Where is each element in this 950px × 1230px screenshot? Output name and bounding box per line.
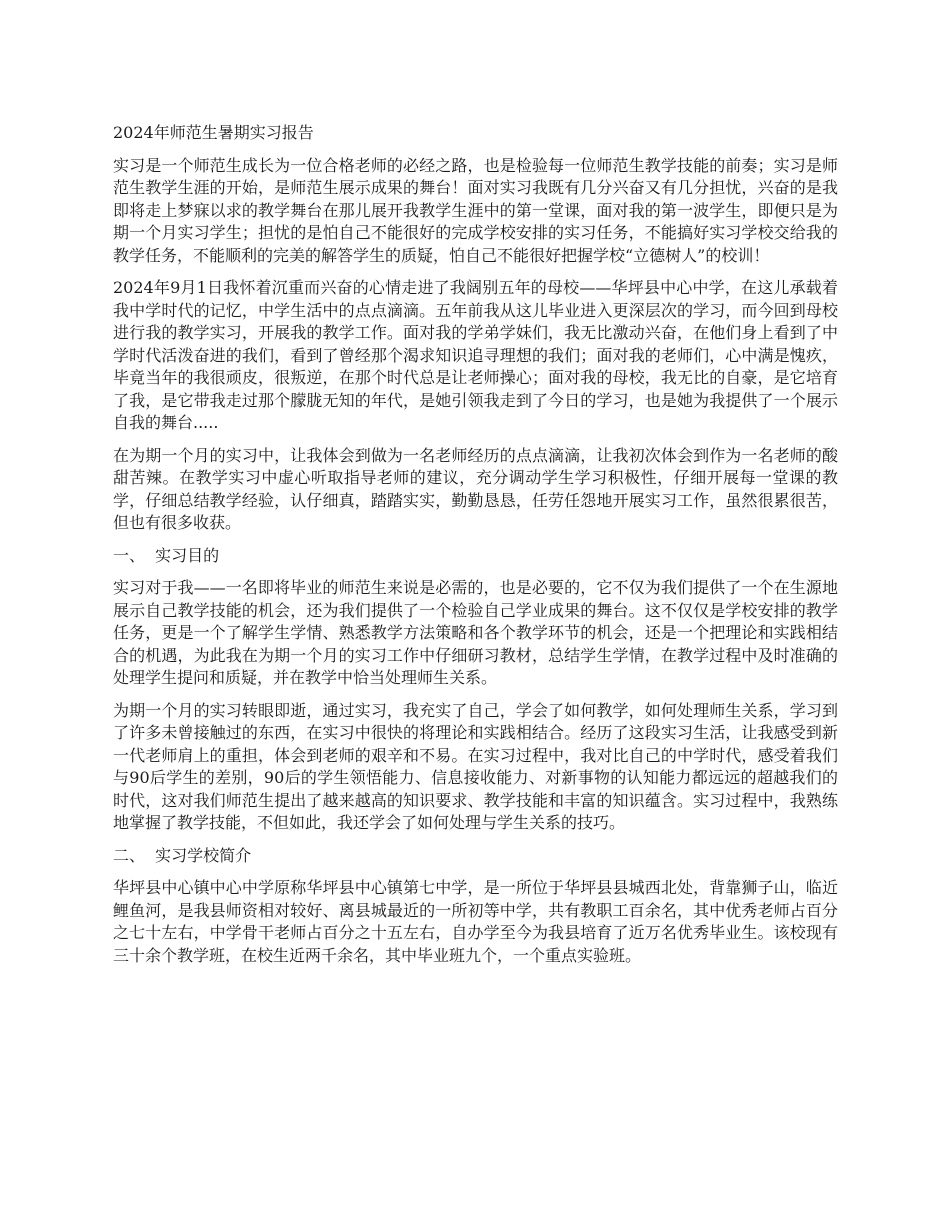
intro-paragraph-3: 在为期一个月的实习中，让我体会到做为一名老师经历的点点滴滴，让我初次体会到作为一名老师的酸甜苦辣。在教学实习中虚心听取指导老师的建议，充分调动学生学习积极性，仔细开展每一堂课的教学，仔细总结教学经验，认仔细真，踏踏实实，勤勤恳恳，任劳任怨地开展实习工作，虽然很累很苦，但也有很多收获。 bbox=[113, 445, 838, 532]
purpose-paragraph-1: 实习对于我——一名即将毕业的师范生来说是必需的，也是必要的，它不仅为我们提供了一个在生源地展示自己教学技能的机会，还为我们提供了一个检验自己学业成果的舞台。这不仅仅是学校安排的教学任务，更是一个了解学生学情、熟悉教学方法策略和各个教学环节的机会，还是一个把理论和实践相结合的机遇，为此我在为期一个月的实习工作中仔细研习教材，总结学生学情，在教学过程中及时准确的处理学生提问和质疑，并在教学中恰当处理师生关系。 bbox=[113, 578, 838, 687]
intro-paragraph-2: 2024年9月1日我怀着沉重而兴奋的心情走进了我阔别五年的母校——华坪县中心中学，在这儿承载着我中学时代的记忆，中学生活中的点点滴滴。五年前我从这儿毕业进入更深层次的学习，而今回到母校进行我的教学实习，开展我的教学工作。面对我的学弟学妹们，我无比激动兴奋，在他们身上看到了中学时代活泼奋进的我们，看到了曾经那个渴求知识追寻理想的我们；面对我的老师们，心中满是愧疚，毕竟当年的我很顽皮，很叛逆，在那个时代总是让老师操心；面对我的母校，我无比的自豪，是它培育了我，是它带我走过那个朦胧无知的年代，是她引领我走到了今日的学习，也是她为我提供了一个展示自我的舞台..... bbox=[113, 278, 838, 432]
document-title: 2024年师范生暑期实习报告 bbox=[113, 123, 314, 142]
section-heading-school-intro: 二、 实习学校简介 bbox=[113, 845, 252, 865]
purpose-paragraph-2: 为期一个月的实习转眼即逝，通过实习，我充实了自己，学会了如何教学，如何处理师生关系，学习到了许多未曾接触过的东西，在实习中很快的将理论和实践相结合。经历了这段实习生活，让我感受到新一代老师肩上的重担，体会到老师的艰辛和不易。在实习过程中，我对比自己的中学时代，感受着我们与90后学生的差别，90后的学生领悟能力、信息接收能力、对新事物的认知能力都远远的超越我们的时代，这对我们师范生提出了越来越高的知识要求、教学技能和丰富的知识蕴含。实习过程中，我熟练地掌握了教学技能，不但如此，我还学会了如何处理与学生关系的技巧。 bbox=[113, 700, 838, 832]
intro-paragraph-1: 实习是一个师范生成长为一位合格老师的必经之路，也是检验每一位师范生教学技能的前奏；实习是师范生教学生涯的开始，是师范生展示成果的舞台！面对实习我既有几分兴奋又有几分担忧，兴奋的是我即将走上梦寐以求的教学舞台在那儿展开我教学生涯中的第一堂课，面对我的第一波学生，即便只是为期一个月实习学生；担忧的是怕自己不能很好的完成学校安排的实习任务，不能搞好实习学校交给我的教学任务，不能顺利的完美的解答学生的质疑，怕自己不能很好把握学校“立德树人”的校训！ bbox=[113, 155, 838, 265]
document-page bbox=[113, 122, 838, 977]
school-intro-paragraph: 华坪县中心镇中心中学原称华坪县中心镇第七中学，是一所位于华坪县县城西北处，背靠狮子山，临近鲤鱼河，是我县师资相对较好、离县城最近的一所初等中学，共有教职工百余名，其中优秀老师占百分之七十左右，中学骨干老师占百分之十五左右，自办学至今为我县培育了近万名优秀毕业生。该校现有三十余个教学班，在校生近两千余名，其中毕业班九个，一个重点实验班。 bbox=[113, 878, 838, 965]
section-heading-purpose: 一、 实习目的 bbox=[113, 545, 220, 565]
